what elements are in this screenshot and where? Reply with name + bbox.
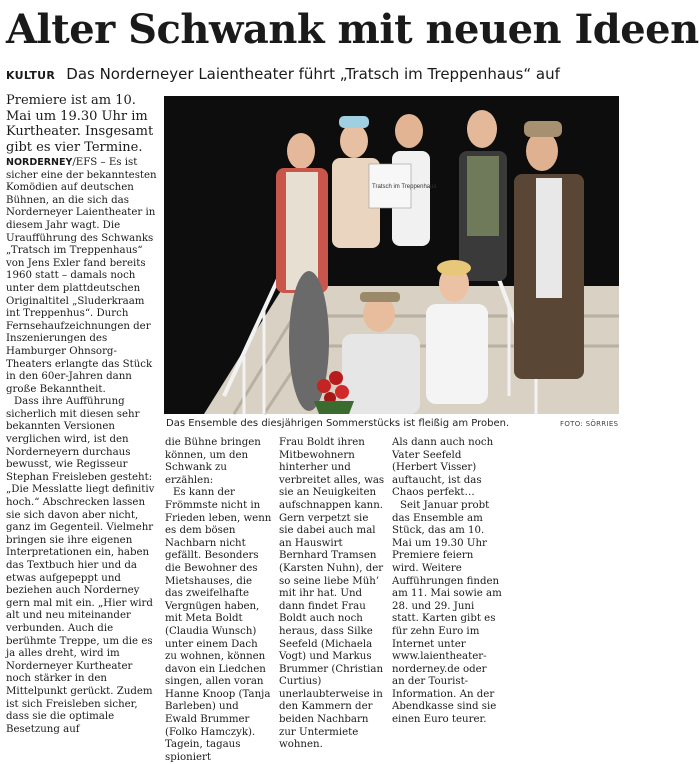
photo-illustration	[164, 96, 619, 414]
dateline: NORDERNEY	[6, 157, 73, 168]
lead-paragraph: Premiere ist am 10. Mai um 19.30 Uhr im Kurtheater. Insgesamt gibt es vier Termine.	[6, 93, 154, 155]
paragraph: Als dann auch noch Vater Seefeld (Herbert Visser) auftaucht, ist das Chaos perfekt…	[392, 437, 494, 499]
paragraph: Frau Boldt ihren Mitbewohnern hinterher und verbreitet alles, was sie an Neuigkeiten aufschnappen kann. Gern verpetzt sie sie dabei auch mal an Hauswirt Bernhard Tramsen (Karsten Nuhn), der so seine liebe Müh’ mit ihr hat. Und dann findet Frau Boldt auch noch heraus, dass Silke Seefeld (Michaela Vogt) und Markus Brummer (Christian Curtius) unerlaubterweise in den Kammern der beiden Nachbarn zur Untermiete wohnen.	[279, 437, 385, 751]
byline: /EFS	[72, 157, 98, 168]
article-column-2	[165, 437, 272, 763]
paragraph: Es kann der Frömmste nicht in Frieden leben, wenn es dem bösen Nachbarn nicht gefällt. Besonders die Bewohner des Mietshauses, die das zweifelhafte Vergnügen haben, mit Meta Boldt (Claudia Wunsch) unter einem Dach zu wohnen, können davon ein Liedchen singen, allen voran Hanne Knoop (Tanja Barleben) und Ewald Brummer (Folko Hamczyk). Tagein, tagaus spioniert	[165, 487, 272, 763]
photo-caption: Das Ensemble des diesjährigen Sommerstücks ist fleißig am Proben.	[166, 418, 510, 429]
paragraph: NORDERNEY/EFS – Es ist sicher eine der bekanntesten Komödien auf deutschen Bühnen, an die sich das Norderneyer Laientheater in diesem Jahr wagt. Die Uraufführung des Schwanks „Tratsch im Treppenhaus“ von Jens Exler fand bereits 1960 statt – damals noch unter dem plattdeutschen Originaltitel „Sluderkraam int Treppenhus“. Durch Fernsehaufzeichnungen der Inszenierungen des Hamburger Ohnsorg-Theaters erlangte das Stück in den 60er-Jahren dann große Bekanntheit.	[6, 157, 157, 395]
subheadline: Das Norderneyer Laientheater führt „Tratsch im Treppenhaus“ auf	[66, 65, 560, 83]
article-column-3	[279, 437, 386, 751]
article-column-4	[392, 437, 502, 726]
paragraph: Dass ihre Aufführung sicherlich mit diesen sehr bekannten Versionen verglichen wird, ist den Norderneyern durchaus bewusst, wie Regisseur Stephan Freisleben gesteht: „Die Messlatte liegt definitiv hoch.“ Abschrecken lassen sie sich davon aber nicht, ganz im Gegenteil. Vielmehr bringen sie ihre eigenen Interpretationen ein, haben das Textbuch hier und da etwas aufgepeppt und beziehen auch Norderney gern mal mit ein. „Hier wird alt und neu miteinander verbunden. Auch die berühmte Treppe, um die es ja alles dreht, wird im Norderneyer Kurtheater noch stärker in den Mittelpunkt gerückt. Zudem ist sich Freisleben sicher, dass sie die optimale Besetzung auf	[6, 396, 155, 735]
paragraph: die Bühne bringen können, um den Schwank zu erzählen:	[165, 437, 261, 486]
kicker-row	[6, 64, 621, 82]
section-kicker: KULTUR	[6, 69, 56, 82]
photo-sign-text: Tratsch im Treppenhaus	[372, 184, 437, 190]
ensemble-photo	[164, 96, 619, 414]
article-column-1	[6, 157, 160, 735]
headline: Alter Schwank mit neuen Ideen	[6, 6, 699, 53]
paragraph: Seit Januar probt das Ensemble am Stück, das am 10. Mai um 19.30 Uhr Premiere feiern wird. Weitere Aufführungen finden am 11. Mai sowie am 28. und 29. Juni statt. Karten gibt es für zehn Euro im Internet unter www.laientheater-norderney.de oder an der Tourist-Information. An der Abendkasse sind sie einen Euro teurer.	[392, 499, 502, 726]
photo-credit: FOTO: SÖRRIES	[560, 420, 619, 428]
